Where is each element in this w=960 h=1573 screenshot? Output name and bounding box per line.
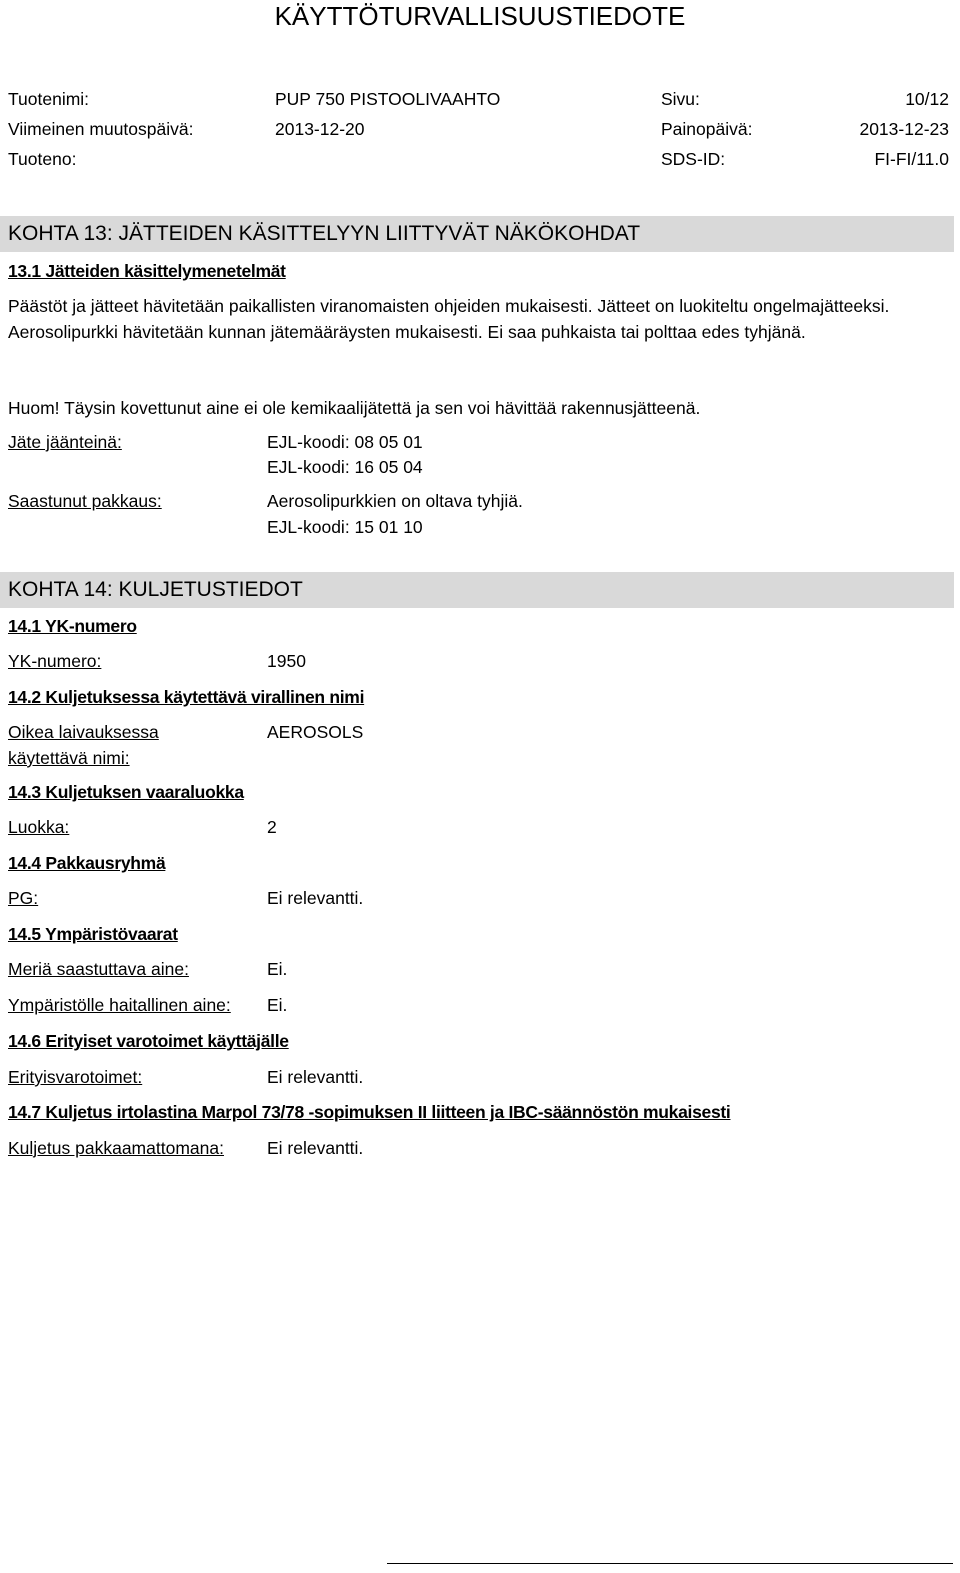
note-paragraph: Huom! Täysin kovettunut aine ei ole kemikaalijätettä ja sen voi hävittää rakennusjätteenä. <box>8 398 701 418</box>
packaging-label: Saastunut pakkaus: <box>8 491 162 511</box>
class-label: Luokka: <box>8 817 70 837</box>
document-title: KÄYTTÖTURVALLISUUSTIEDOTE <box>274 1 686 31</box>
product-number-label: Tuoteno: <box>8 149 77 169</box>
packaging-code: EJL-koodi: 15 01 10 <box>267 517 423 537</box>
print-date: 2013-12-23 <box>859 119 949 139</box>
product-name: PUP 750 PISTOOLIVAAHTO <box>275 89 501 109</box>
footer-rule <box>387 1563 953 1564</box>
bulk-transport-value: Ei relevantti. <box>267 1138 364 1158</box>
special-precautions-value: Ei relevantti. <box>267 1067 364 1087</box>
residue-code-2: EJL-koodi: 16 05 04 <box>267 457 423 477</box>
sds-id: FI-FI/11.0 <box>874 149 949 169</box>
special-precautions-label: Erityisvarotoimet: <box>8 1067 143 1087</box>
print-date-label: Painopäivä: <box>661 119 753 139</box>
section-14-heading: KOHTA 14: KULJETUSTIEDOT <box>0 572 954 608</box>
subsection-13-1: 13.1 Jätteiden käsittelymenetelmät <box>8 261 286 281</box>
disposal-paragraph: Päästöt ja jätteet hävitetään paikallisten viranomaisten ohjeiden mukaisesti. Jätteet on luokiteltu ongelmajätteeksi. Aerosolipurkki hävitetään kunnan jätemääräysten mukaisesti. Ei saa puhkaista tai polttaa edes tyhjänä. <box>8 296 890 342</box>
subsection-14-6: 14.6 Erityiset varotoimet käyttäjälle <box>8 1031 289 1051</box>
residue-label: Jäte jäänteinä: <box>8 432 122 452</box>
shipping-name-label-line1: Oikea laivauksessa <box>8 722 159 742</box>
residue-code-1: EJL-koodi: 08 05 01 <box>267 432 423 452</box>
marine-pollutant-label: Meriä saastuttava aine: <box>8 959 189 979</box>
revision-date-label: Viimeinen muutospäivä: <box>8 119 194 139</box>
environmental-hazard-label: Ympäristölle haitallinen aine: <box>8 995 231 1015</box>
revision-date: 2013-12-20 <box>275 119 365 139</box>
page-label: Sivu: <box>661 89 700 109</box>
subsection-14-7: 14.7 Kuljetus irtolastina Marpol 73/78 -sopimuksen II liitteen ja IBC-säännöstön mukaisesti <box>8 1102 731 1122</box>
un-number-label: YK-numero: <box>8 651 102 671</box>
product-name-label: Tuotenimi: <box>8 89 90 109</box>
environmental-hazard-value: Ei. <box>267 995 288 1015</box>
shipping-name-label-line2: käytettävä nimi: <box>8 748 130 768</box>
marine-pollutant-value: Ei. <box>267 959 288 979</box>
subsection-14-4: 14.4 Pakkausryhmä <box>8 853 166 873</box>
subsection-14-3: 14.3 Kuljetuksen vaaraluokka <box>8 782 244 802</box>
un-number: 1950 <box>267 651 306 671</box>
packaging-text: Aerosolipurkkien on oltava tyhjiä. <box>267 491 523 511</box>
bulk-transport-label: Kuljetus pakkaamattomana: <box>8 1138 224 1158</box>
subsection-14-1: 14.1 YK-numero <box>8 616 137 636</box>
sds-id-label: SDS-ID: <box>661 149 726 169</box>
class-value: 2 <box>267 817 277 837</box>
page-number: 10/12 <box>905 89 949 109</box>
subsection-14-2: 14.2 Kuljetuksessa käytettävä virallinen nimi <box>8 687 365 707</box>
shipping-name: AEROSOLS <box>267 722 364 742</box>
packing-group-value: Ei relevantti. <box>267 888 364 908</box>
section-13-heading: KOHTA 13: JÄTTEIDEN KÄSITTELYYN LIITTYVÄT NÄKÖKOHDAT <box>0 216 954 252</box>
subsection-14-5: 14.5 Ympäristövaarat <box>8 924 178 944</box>
packing-group-label: PG: <box>8 888 39 908</box>
